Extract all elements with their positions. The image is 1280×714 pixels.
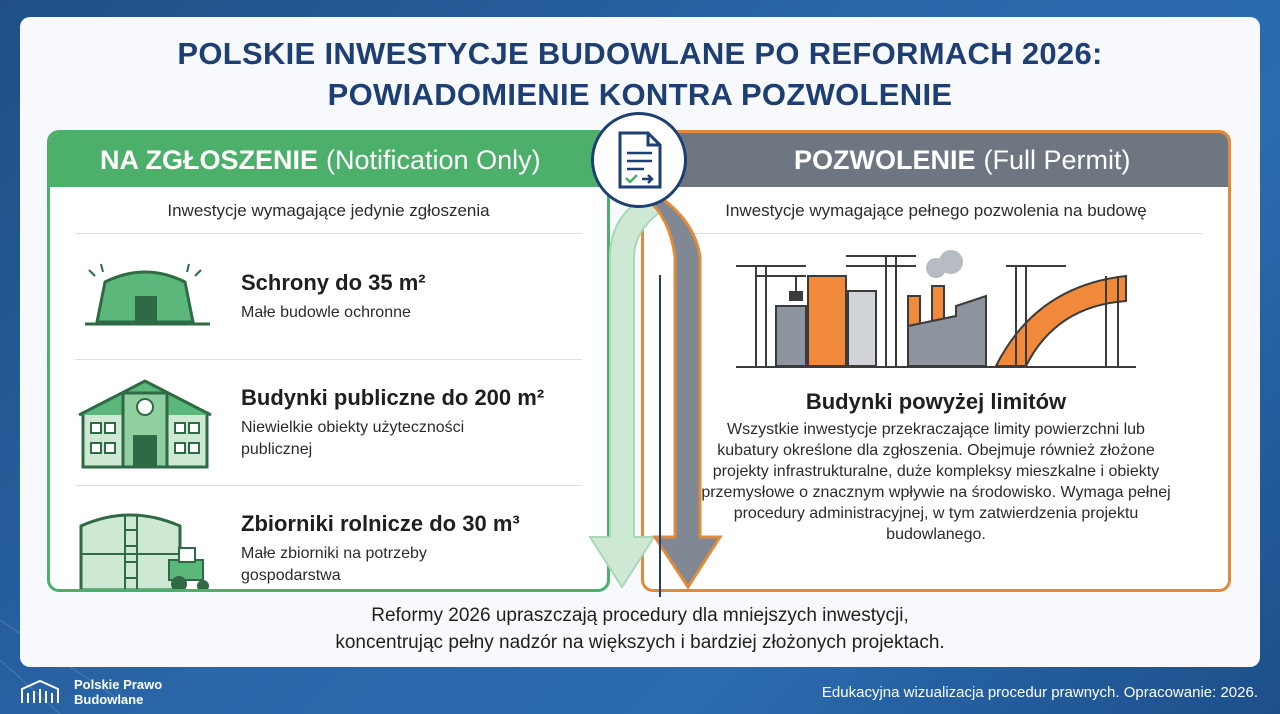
title-line-2: POWIADOMIENIE KONTRA POZWOLENIE: [327, 77, 953, 112]
credit-text: Edukacyjna wizualizacja procedur prawnych. Opracowanie: 2026.: [821, 684, 1258, 701]
item-desc: Małe budowle ochronne: [241, 303, 411, 321]
building-logo-icon: [20, 679, 64, 705]
item-desc: Niewielkie obiekty użyteczności publicznej: [241, 418, 465, 458]
brand-line-1: Polskie Prawo: [74, 677, 163, 692]
permit-header-rest: (Full Permit): [983, 144, 1131, 175]
notification-header-rest: (Notification Only): [326, 144, 541, 175]
notification-arrow: [590, 197, 660, 587]
brand-line-2: Budowlane: [74, 692, 144, 707]
notification-panel: [47, 130, 610, 592]
permit-subtitle: Inwestycje wymagające pełnego pozwolenia na budowę: [725, 201, 1147, 220]
main-card: [20, 17, 1260, 667]
document-check-icon: [591, 112, 687, 208]
construction-skyline-icon: [736, 246, 1136, 376]
summary-note: [20, 602, 1260, 656]
title-line-1: POLSKIE INWESTYCJE BUDOWLANE PO REFORMACH 2026:: [177, 36, 1103, 71]
notification-header: [50, 133, 607, 187]
brand-logo: [20, 677, 162, 707]
shelter-icon: [75, 252, 215, 342]
list-item: [75, 486, 582, 592]
item-title: Budynki publiczne do 200 m²: [241, 384, 545, 410]
summary-line-1: Reformy 2026 upraszczają procedury dla mniejszych inwestycji,: [371, 605, 909, 626]
item-title: Schrony do 35 m²: [241, 269, 426, 295]
farm-tank-icon: [75, 504, 215, 592]
permit-body-desc: Wszystkie inwestycje przekraczające limity powierzchni lub kubatury określone dla zgłoszenia. Obejmuje również złożone projekty infrastrukturalne, duże kompleksy mieszkalne i obiekty przemysłowe o znacznym wpływie na środowisko. Wymaga pełnej procedury administracyjnej, w tym zatwierdzenia projektu budowlanego.: [701, 421, 1171, 543]
permit-header-bold: POZWOLENIE: [794, 144, 976, 175]
page-title: [20, 33, 1260, 115]
item-desc: Małe zbiorniki na potrzeby gospodarstwa: [241, 545, 427, 584]
summary-line-2: koncentrując pełny nadzór na większych i bardziej złożonych projektach.: [335, 632, 945, 653]
flow-arrows: [560, 187, 730, 597]
permit-body-title: Budynki powyżej limitów: [805, 389, 1067, 414]
notification-header-bold: NA ZGŁOSZENIE: [100, 144, 319, 175]
permit-arrow: [645, 197, 720, 587]
notification-subtitle: Inwestycje wymagające jedynie zgłoszenia: [167, 201, 490, 220]
item-title: Zbiorniki rolnicze do 30 m³: [241, 511, 520, 536]
permit-header: [644, 133, 1228, 187]
public-building-icon: [75, 373, 215, 473]
list-item: [75, 360, 582, 486]
list-item: [75, 234, 582, 360]
